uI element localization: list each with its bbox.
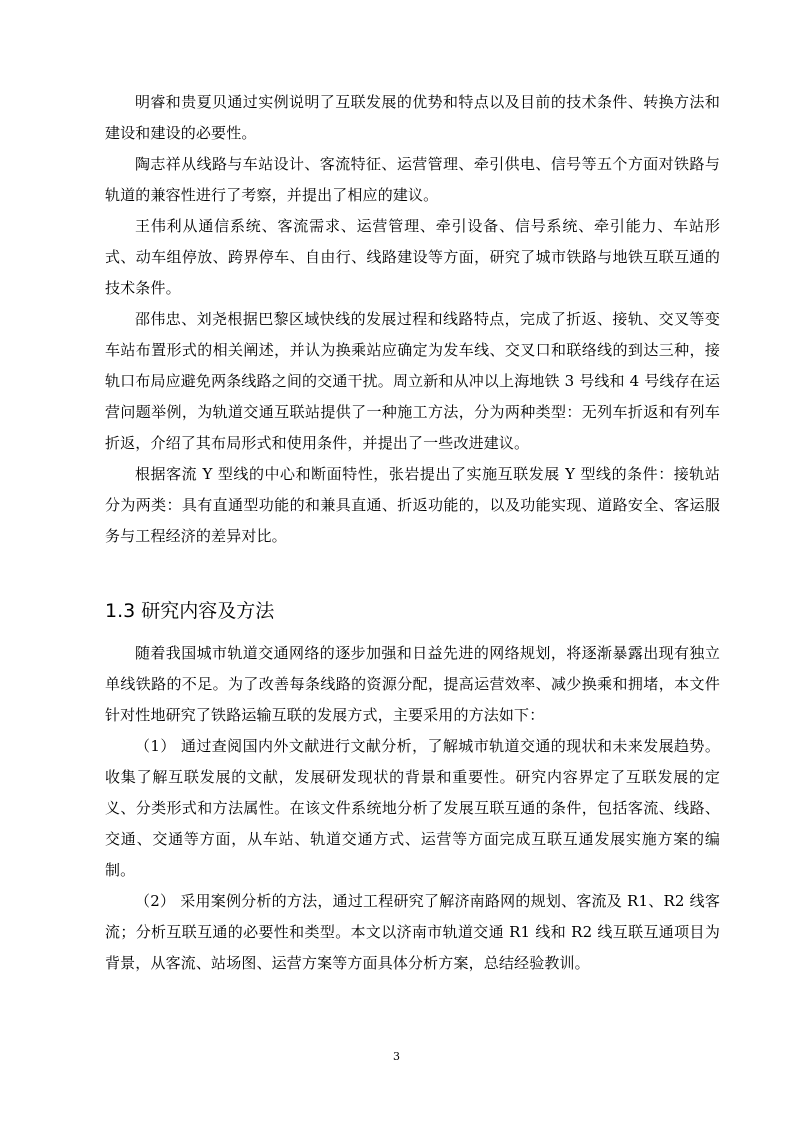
- body-paragraph: 根据客流 Y 型线的中心和断面特性，张岩提出了实施互联发展 Y 型线的条件：接轨站分为两类：具有直通型功能的和兼具直通、折返功能的，以及功能实现、道路安全、客运服务与工程经济的差异对比。: [105, 465, 720, 545]
- body-paragraph: 随着我国城市轨道交通网络的逐步加强和日益先进的网络规划，将逐渐暴露出现有独立单线铁路的不足。为了改善每条线路的资源分配，提高运营效率、减少换乘和拥堵，本文件针对性地研究了铁路运输互联的发展方式，主要采用的方法如下：: [105, 644, 720, 724]
- body-paragraph: 陶志祥从线路与车站设计、客流特征、运营管理、牵引供电、信号等五个方面对铁路与轨道的兼容性进行了考察，并提出了相应的建议。: [105, 155, 720, 204]
- section-heading: 1.3 研究内容及方法: [105, 600, 275, 622]
- body-paragraph: 王伟利从通信系统、客流需求、运营管理、牵引设备、信号系统、牵引能力、车站形式、动车组停放、跨界停车、自由行、线路建设等方面，研究了城市铁路与地铁互联互通的技术条件。: [105, 217, 720, 297]
- list-item-paragraph: （2） 采用案例分析的方法，通过工程研究了解济南路网的规划、客流及 R1、R2 线客流；分析互联互通的必要性和类型。本文以济南市轨道交通 R1 线和 R2 线互联互通项目为背景，从客流、站场图、运营方案等方面具体分析方案，总结经验教训。: [105, 892, 720, 972]
- page-body: [105, 87, 720, 979]
- page-number: 3: [393, 1050, 400, 1063]
- list-item-paragraph: （1） 通过查阅国内外文献进行文献分析，了解城市轨道交通的现状和未来发展趋势。收集了解互联发展的文献，发展研发现状的背景和重要性。研究内容界定了互联发展的定义、分类形式和方法属性。在该文件系统地分析了发展互联互通的条件，包括客流、线路、交通、交通等方面，从车站、轨道交通方式、运营等方面完成互联互通发展实施方案的编制。: [105, 737, 720, 879]
- body-paragraph: 邵伟忠、刘尧根据巴黎区域快线的发展过程和线路特点，完成了折返、接轨、交叉等变车站布置形式的相关阐述，并认为换乘站应确定为发车线、交叉口和联络线的到达三种，接轨口布局应避免两条线路之间的交通干扰。周立新和从冲以上海地铁 3 号线和 4 号线存在运营问题举例，为轨道交通互联站提供了一种施工方法，分为两种类型：无列车折返和有列车折返，介绍了其布局形式和使用条件，并提出了一些改进建议。: [105, 310, 720, 452]
- body-paragraph: 明睿和贵夏贝通过实例说明了互联发展的优势和特点以及目前的技术条件、转换方法和建设和建设的必要性。: [105, 93, 720, 142]
